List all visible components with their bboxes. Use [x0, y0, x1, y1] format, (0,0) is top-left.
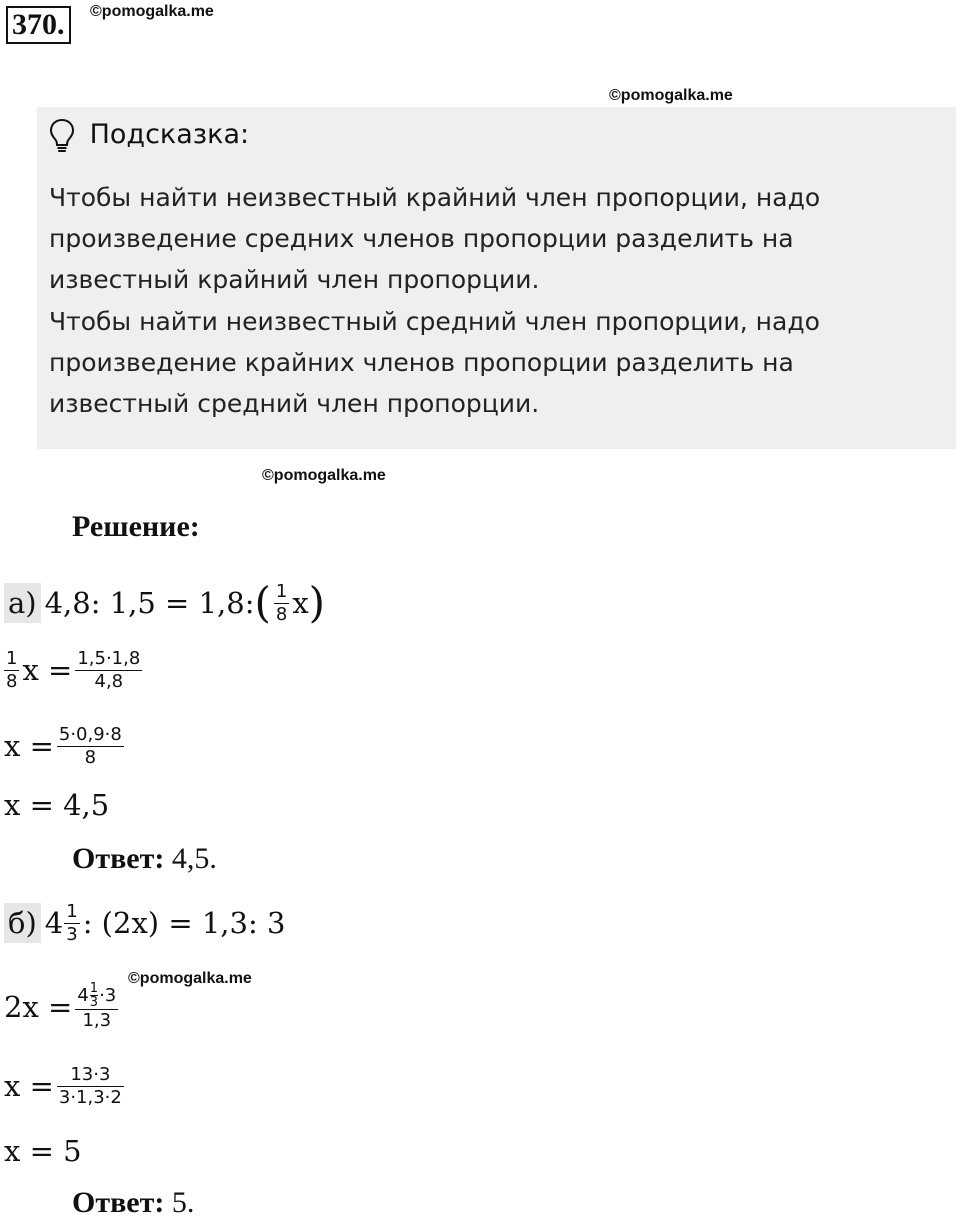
- answer-value: 5.: [164, 1186, 195, 1219]
- task-number-dot: .: [57, 8, 65, 41]
- paren-open: (: [254, 578, 271, 627]
- hint-title: [49, 115, 249, 155]
- task-number: [6, 6, 71, 44]
- watermark: ©pomogalka.me: [262, 467, 386, 484]
- solution-heading: Решение:: [72, 510, 200, 543]
- part-b-result: x = 5: [4, 1134, 82, 1168]
- part-a-label: а): [4, 583, 41, 623]
- mini-fraction-denominator: 3: [89, 995, 99, 1010]
- fraction-numerator: [75, 982, 118, 1009]
- lightbulb-icon: [49, 119, 90, 150]
- part-a-answer: [72, 842, 217, 876]
- part-b-equation-rest: : (2x) = 1,3: 3: [82, 906, 286, 940]
- hint-line: произведение средних членов пропорции разделить на: [49, 224, 794, 254]
- answer-value: 4,5.: [164, 842, 217, 875]
- part-b-step2: [4, 1055, 127, 1117]
- fraction-numerator: 1: [6, 647, 18, 669]
- hint-line: произведение крайних членов пропорции разделить на: [49, 347, 794, 377]
- mini-fraction-numerator: 1: [89, 981, 99, 996]
- fraction-numerator: 1: [66, 900, 78, 922]
- fraction: [57, 724, 124, 769]
- hint-line: Чтобы найти неизвестный средний член пропорции, надо: [49, 306, 820, 336]
- task-number-box: [6, 6, 71, 44]
- part-a-equation-left: 4,8: 1,5 = 1,8:: [44, 586, 255, 620]
- part-b-label: б): [4, 903, 41, 943]
- hint-line: известный крайний член пропорции.: [49, 265, 540, 295]
- fraction-denominator: 8: [84, 746, 97, 768]
- part-a-equation: [4, 580, 325, 626]
- step2-left: x =: [4, 729, 54, 763]
- numerator-rest: ·3: [99, 984, 117, 1006]
- fraction: [57, 1064, 124, 1109]
- hint-title-text: Подсказка:: [89, 119, 250, 150]
- task-number-text: 370: [12, 8, 57, 41]
- step1-left: 2x =: [4, 990, 73, 1024]
- paren-close: ): [308, 578, 326, 627]
- fraction-numerator: 5·0,9·8: [58, 723, 122, 745]
- fraction-denominator: 1,3: [82, 1010, 112, 1031]
- fraction-denominator: 4,8: [94, 670, 124, 692]
- variable: x: [292, 586, 309, 620]
- fraction: [75, 982, 118, 1032]
- fraction-numerator: 13·3: [70, 1063, 111, 1085]
- hint-line: Чтобы найти неизвестный крайний член пропорции, надо: [49, 183, 821, 212]
- step1-mid: x =: [22, 653, 73, 687]
- fraction-denominator: 3: [66, 923, 78, 945]
- fraction: [64, 901, 79, 946]
- fraction: [75, 648, 142, 693]
- fraction: [274, 581, 289, 626]
- step2-left: x =: [4, 1069, 54, 1103]
- watermark: ©pomogalka.me: [90, 3, 214, 20]
- watermark: ©pomogalka.me: [128, 970, 252, 987]
- part-a-result: x = 4,5: [4, 788, 110, 822]
- mixed-whole: 4: [77, 984, 89, 1006]
- fraction-denominator: 3·1,3·2: [58, 1086, 122, 1108]
- part-b-answer: [72, 1186, 194, 1220]
- part-a-step1: [4, 640, 145, 700]
- part-b-step1: [4, 970, 121, 1044]
- mini-fraction: [90, 982, 98, 1009]
- hint-body: [49, 177, 949, 424]
- answer-label: Ответ:: [72, 842, 165, 875]
- mixed-whole: 4: [44, 906, 64, 940]
- part-b-equation: [4, 895, 285, 951]
- fraction-denominator: 8: [6, 670, 18, 692]
- hint-line: известный средний член пропорции.: [49, 389, 540, 419]
- fraction-numerator: 1: [275, 580, 288, 602]
- fraction-denominator: 8: [275, 603, 288, 625]
- fraction: [4, 648, 19, 693]
- part-a-step2: [4, 716, 127, 776]
- answer-label: Ответ:: [72, 1186, 165, 1219]
- watermark: ©pomogalka.me: [609, 87, 733, 104]
- fraction-numerator: 1,5·1,8: [77, 647, 141, 669]
- hint-panel: [37, 107, 956, 449]
